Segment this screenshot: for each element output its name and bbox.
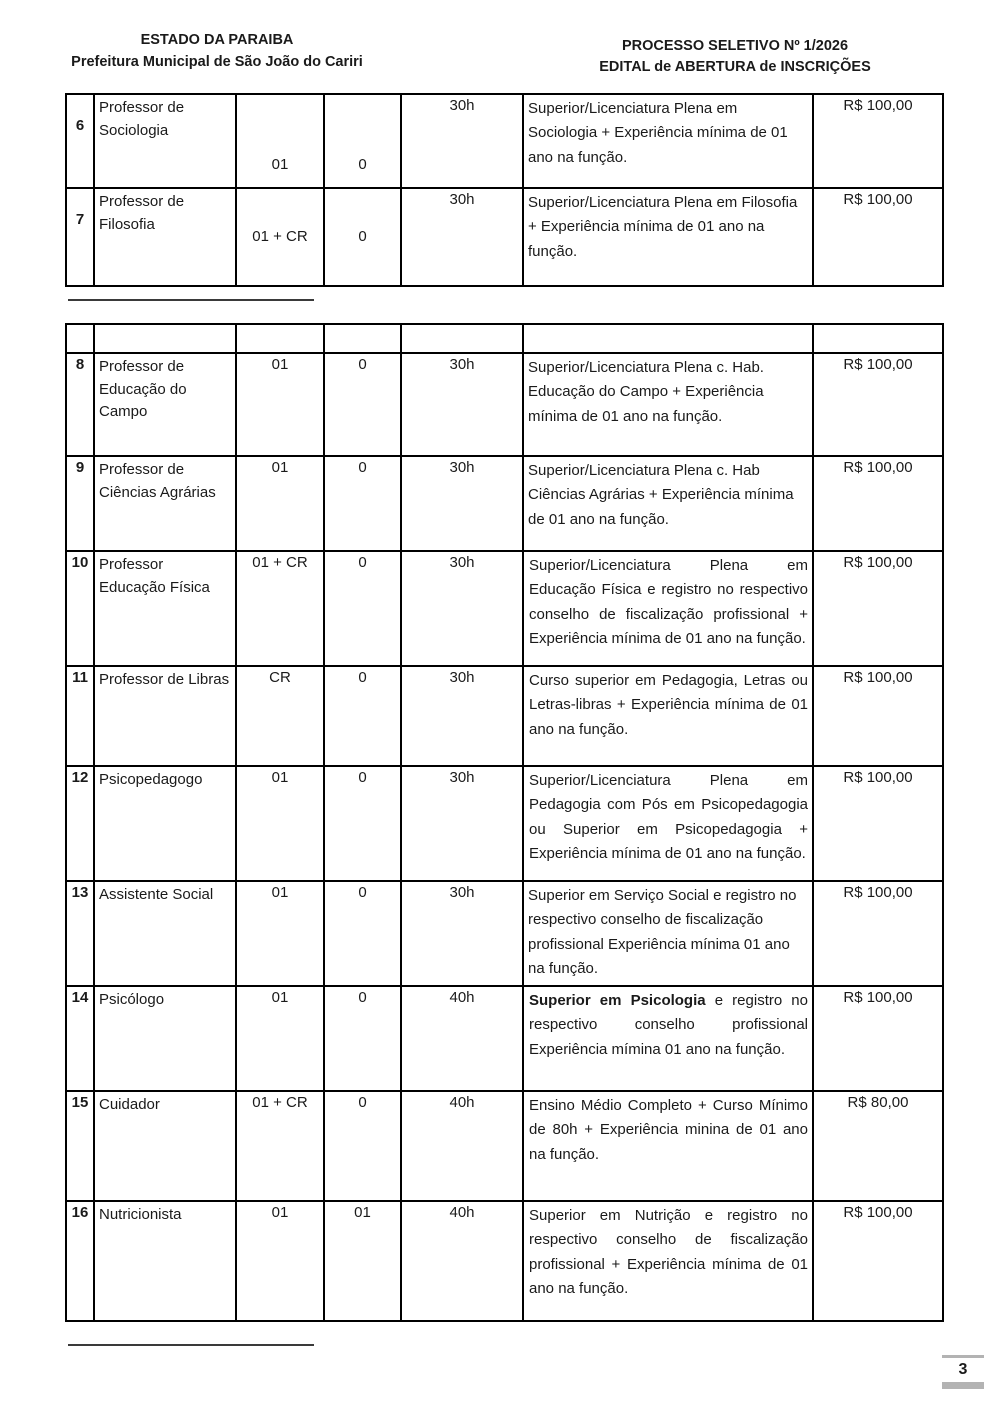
cargo-cell: Assistente Social xyxy=(94,881,236,986)
row-number-cell: 9 xyxy=(66,456,94,551)
vagas-table-continuation xyxy=(65,93,944,287)
page-footer xyxy=(942,1355,984,1389)
requisitos-text: Superior/Licenciatura Plena em Pedagogia com Pós em Psicopedagogia ou Superior em Psicopedagogia + Experiência mínima de 01 ano na função. xyxy=(529,772,808,862)
process-title: PROCESSO SELETIVO Nº 1/2026 xyxy=(621,38,849,54)
pcd-cell: 0 xyxy=(324,456,401,551)
pcd-cell: 0 xyxy=(324,666,401,766)
taxa-inscricao-cell: R$ 100,00 xyxy=(813,188,943,286)
vagas-table-2 xyxy=(65,323,944,1322)
vagas-cell: 01 xyxy=(236,456,324,551)
empty-header-cell xyxy=(523,324,813,353)
carga-horaria-cell: 40h xyxy=(401,1201,523,1321)
requisitos-text: Superior/Licenciatura Plena c. Hab Ciências Agrárias + Experiência mínima de 01 ano na função. xyxy=(528,462,794,528)
footnote-separator-line xyxy=(68,299,314,301)
requisitos-cell xyxy=(523,94,813,188)
table-row xyxy=(66,551,943,666)
empty-header-cell xyxy=(324,324,401,353)
pcd-cell: 0 xyxy=(324,551,401,666)
taxa-inscricao-cell: R$ 100,00 xyxy=(813,766,943,881)
carga-horaria-cell: 30h xyxy=(401,353,523,456)
cargo-cell: Professor Educação Física xyxy=(94,551,236,666)
vagas-cell: 01 + CR xyxy=(236,551,324,666)
requisitos-cell xyxy=(523,666,813,766)
footer-rule-top xyxy=(942,1355,984,1358)
row-number-cell: 10 xyxy=(66,551,94,666)
row-number-cell: 14 xyxy=(66,986,94,1091)
empty-header-cell xyxy=(813,324,943,353)
taxa-inscricao-cell: R$ 100,00 xyxy=(813,551,943,666)
row-number-cell: 16 xyxy=(66,1201,94,1321)
row-number-cell: 13 xyxy=(66,881,94,986)
requisitos-text: Superior/Licenciatura Plena em Filosofia + Experiência mínima de 01 ano na função. xyxy=(528,194,798,260)
vagas-cell: 01 xyxy=(236,766,324,881)
requisitos-text: Ensino Médio Completo + Curso Mínimo de 80h + Experiência minina de 01 ano na função. xyxy=(529,1097,808,1163)
cargo-cell: Professor de Sociologia xyxy=(94,94,236,188)
table-row xyxy=(66,94,943,188)
pcd-cell: 0 xyxy=(324,353,401,456)
cargo-cell: Professor de Filosofia xyxy=(94,188,236,286)
cargo-cell: Cuidador xyxy=(94,1091,236,1201)
requisitos-cell xyxy=(523,353,813,456)
empty-header-cell xyxy=(401,324,523,353)
carga-horaria-cell: 30h xyxy=(401,766,523,881)
row-number-cell: 11 xyxy=(66,666,94,766)
row-number-cell: 8 xyxy=(66,353,94,456)
vagas-cell: 01 + CR xyxy=(236,188,324,286)
requisitos-cell xyxy=(523,1091,813,1201)
taxa-inscricao-cell: R$ 100,00 xyxy=(813,986,943,1091)
taxa-inscricao-cell: R$ 100,00 xyxy=(813,666,943,766)
pcd-cell: 0 xyxy=(324,1091,401,1201)
page-number: 3 xyxy=(958,1361,968,1378)
carga-horaria-cell: 30h xyxy=(401,551,523,666)
cargo-cell: Psicólogo xyxy=(94,986,236,1091)
org-name-line1: ESTADO DA PARAIBA xyxy=(140,32,294,48)
pcd-cell: 0 xyxy=(324,881,401,986)
requisitos-text: Superior em Nutrição e registro no respectivo conselho de fiscalização profissional + Experiência mínima de 01 ano na função. xyxy=(529,1207,808,1297)
pcd-cell: 0 xyxy=(324,766,401,881)
row-number-cell: 12 xyxy=(66,766,94,881)
requisitos-cell xyxy=(523,986,813,1091)
cargo-cell: Psicopedagogo xyxy=(94,766,236,881)
empty-header-row xyxy=(66,324,943,353)
table-row xyxy=(66,353,943,456)
footer-rule-bottom xyxy=(942,1382,984,1389)
pcd-cell: 0 xyxy=(324,986,401,1091)
pcd-cell: 01 xyxy=(324,1201,401,1321)
requisitos-text: Superior/Licenciatura Plena em Educação Física e registro no respectivo conselho de fiscalização profissional + Experiência mínima de 01 ano na função. xyxy=(529,557,808,647)
requisitos-bold-text: Superior em Psicologia xyxy=(529,992,706,1009)
row-number-cell: 6 xyxy=(66,94,94,188)
pcd-cell: 0 xyxy=(324,188,401,286)
requisitos-cell xyxy=(523,551,813,666)
cargo-cell: Nutricionista xyxy=(94,1201,236,1321)
empty-header-cell xyxy=(66,324,94,353)
table-row xyxy=(66,1091,943,1201)
row-number-cell: 7 xyxy=(66,188,94,286)
vagas-cell: 01 xyxy=(236,353,324,456)
carga-horaria-cell: 30h xyxy=(401,881,523,986)
footnote-separator-line xyxy=(68,1344,314,1346)
carga-horaria-cell: 40h xyxy=(401,1091,523,1201)
vagas-cell: 01 xyxy=(236,881,324,986)
org-name-line2: Prefeitura Municipal de São João do Cariri xyxy=(71,53,363,70)
taxa-inscricao-cell: R$ 100,00 xyxy=(813,94,943,188)
requisitos-cell xyxy=(523,766,813,881)
requisitos-cell xyxy=(523,881,813,986)
taxa-inscricao-cell: R$ 80,00 xyxy=(813,1091,943,1201)
carga-horaria-cell: 30h xyxy=(401,94,523,188)
vagas-cell: 01 xyxy=(236,94,324,188)
table-row xyxy=(66,188,943,286)
requisitos-text: Superior em Serviço Social e registro no respectivo conselho de fiscalização profissional Experiência mínima 01 ano na função. xyxy=(528,887,797,977)
taxa-inscricao-cell: R$ 100,00 xyxy=(813,1201,943,1321)
vagas-cell: CR xyxy=(236,666,324,766)
requisitos-text: e registro no respectivo conselho profissional Experiência mímina 01 ano na função. xyxy=(529,992,808,1058)
taxa-inscricao-cell: R$ 100,00 xyxy=(813,353,943,456)
requisitos-cell xyxy=(523,1201,813,1321)
carga-horaria-cell: 30h xyxy=(401,456,523,551)
table-row xyxy=(66,986,943,1091)
header-process xyxy=(598,36,872,78)
empty-header-cell xyxy=(236,324,324,353)
table-row xyxy=(66,456,943,551)
row-number-cell: 15 xyxy=(66,1091,94,1201)
edital-title: EDITAL de ABERTURA de INSCRIÇÕES xyxy=(599,59,871,76)
taxa-inscricao-cell: R$ 100,00 xyxy=(813,456,943,551)
taxa-inscricao-cell: R$ 100,00 xyxy=(813,881,943,986)
pcd-cell: 0 xyxy=(324,94,401,188)
requisitos-text: Curso superior em Pedagogia, Letras ou Letras-libras + Experiência mínima de 01 ano na função. xyxy=(529,672,808,738)
table-row xyxy=(66,1201,943,1321)
requisitos-text: Superior/Licenciatura Plena c. Hab. Educação do Campo + Experiência mínima de 01 ano na função. xyxy=(528,359,764,425)
carga-horaria-cell: 40h xyxy=(401,986,523,1091)
vagas-cell: 01 xyxy=(236,1201,324,1321)
empty-header-cell xyxy=(94,324,236,353)
cargo-cell: Professor de Educação do Campo xyxy=(94,353,236,456)
requisitos-text: Superior/Licenciatura Plena em Sociologia + Experiência mínima de 01 ano na função. xyxy=(528,100,788,166)
vagas-cell: 01 xyxy=(236,986,324,1091)
requisitos-cell xyxy=(523,188,813,286)
carga-horaria-cell: 30h xyxy=(401,188,523,286)
header-organization xyxy=(66,30,368,74)
table-row xyxy=(66,666,943,766)
vagas-cell: 01 + CR xyxy=(236,1091,324,1201)
carga-horaria-cell: 30h xyxy=(401,666,523,766)
requisitos-cell xyxy=(523,456,813,551)
cargo-cell: Professor de Libras xyxy=(94,666,236,766)
cargo-cell: Professor de Ciências Agrárias xyxy=(94,456,236,551)
table-row xyxy=(66,766,943,881)
table-row xyxy=(66,881,943,986)
